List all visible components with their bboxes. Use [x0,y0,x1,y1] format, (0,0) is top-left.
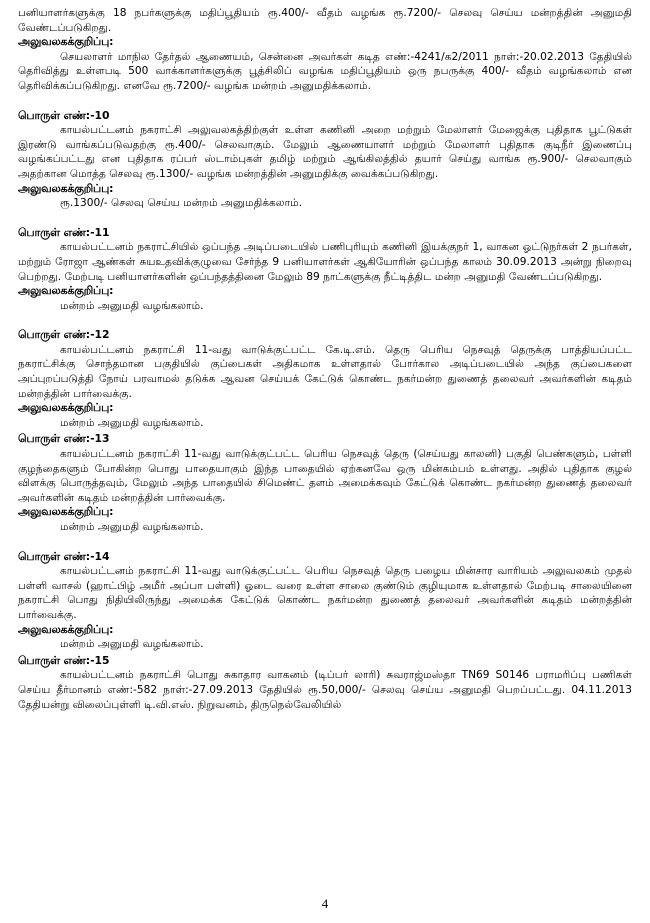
office-note-heading: அலுவலகக்குறிப்பு: [18,622,114,636]
office-note-text: மன்றம் அனுமதி வழங்கலாம். [60,638,204,651]
subject-14-text: காயல்பட்டனம் நகராட்சி 11-வது வாடுக்குட்பட்ட பெரிய நெசவுத் தெரு பழைய மின்சார வாரியம் அலுவலகம் முதல் பள்ளி வாசல் (ஹாட்பிழ் அமீர் அப்பா பள்ளி) ஓடை வரை உள்ள சாலை குண்டும் குழியுமாக உள்ளதால் மேற்படி சாலையினை நகராட்சி பொது நிதியிலிருந்து அமைக்க கேட்டுக் கொண்ட நகர்மன்ற துணைத் தலைவர் அவர்களின் கடிதம் மன்றத்தின் பார்வைக்கு. [18,565,632,621]
subject-11-text: காயல்பட்டனம் நகராட்சியில் ஒப்பந்த அடிப்படையில் பணிபுரியும் கணினி இயக்குநர் 1, வாகன ஓட்டுநர்கள் 2 நபர்கள், மற்றும் ரோஜா ஆண்கள் சுயஉதவிக்குழுவை சேர்ந்த 9 பனியாளர்கள் ஆகியோரின் ஒப்பந்த காலம் 30.09.2013 அன்று நிறைவு பெற்றது. மேற்படி பனியாளர்களின் ஒப்பந்தத்தினை மேலும் 89 நாட்களுக்கு நீட்டித்திட மன்ற அனுமதி வேண்டப்படுகிறது. [18,241,632,283]
subject-13-text: காயல்பட்டனம் நகராட்சி 11-வது வாடுக்குட்பட்ட பெரிய நெசவுத் தெரு (செய்யது காலனி) பகுதி பெண்களும், பள்ளி குழந்தைகளும் போகின்ற பொது பாதையாகும் இந்த பாதையில் ஏற்கனவே ஒரு மின்கம்பம் உள்ளது. அதில் புதிதாக குழல் விளக்கு பொருத்தவும், மேலும் அந்த பாதையில் சிமெண்ட் தளம் அமைக்கவும் கேட்டுக் கொண்ட நகர்மன்ற துணைத் தலைவர் அவர்களின் கடிதம் மன்றத்தின் பார்வைக்கு. [18,448,632,504]
subject-heading-15: பொருள் எண்:-15 [18,653,110,667]
subject-15-text: காயல்பட்டனம் நகராட்சி பொது சுகாதார வாகனம் (டிப்பர் லாரி) சுவராஜ்மஸ்தா TN69 S0146 பராமரிப்பு பணிகள் செய்ய தீர்மானம் எண்:-582 நாள்:-27.09.2013 தேதியில் ரூ.50,000/- செலவு செய்ய அனுமதி பெறப்பட்டது. 04.11.2013 தேதியன்று விலைப்புள்ளி டி.வி.எஸ். நிறுவனம், திருநெல்வேலியில் [18,669,632,711]
office-note-text: செயலாளர் மாநில தேர்தல் ஆணையம், சென்னை அவர்கள் கடித எண்:-4241/க2/2011 நாள்:-20.02.2013 தேதியில் தெரிவித்து உள்ளபடி 500 வாக்காளர்களுக்கு பூத்சிலிப் வழங்க மதிப்பூதியம் ஒரு நபருக்கு 400/- வீதம் வழங்கலாம் என தெரிவிக்கப்படுகிறது. எனவே ரூ.7200/- வழங்க மன்றம் அனுமதிக்கலாம். [18,50,632,92]
subject-12-text: காயல்பட்டனம் நகராட்சி 11-வது வாடுக்குட்பட்ட கே.டி.எம். தெரு பெரிய நெசவுத் தெருக்கு பாத்தியப்பட்ட நகராட்சிக்கு சொந்தமான பகுதியில் குப்பைகள் அதிகமாக உள்ளதால் போர்கால அடிப்படையில் அந்த குப்பைகளை அப்புறப்படுத்தி நோய் பரவாமல் தடுக்க ஆவன செய்யக் கேட்டுக் கொண்ட நகர்மன்ற துணைத் தலைவர் அவர்களின் கடிதம் மன்றத்தின் பார்வைக்கு. [18,343,632,400]
subject-heading-10: பொருள் எண்:-10 [18,108,110,122]
office-note-text: மன்றம் அனுமதி வழங்கலாம். [60,416,204,429]
paragraph-continuation: பனியாளர்களுக்கு 18 நபர்களுக்கு மதிப்பூதியம் ரூ.400/- வீதம் வழங்க ரூ.7200/- செலவு செய்ய மன்றத்தின் அனுமதி வேண்டப்படுகிறது. [18,7,632,34]
office-note-heading: அலுவலகக்குறிப்பு: [18,505,114,519]
subject-10-text: காயல்பட்டனம் நகராட்சி அலுவலகத்திற்குள் உள்ள கணினி அறை மற்றும் மேலாளர் மேஜைக்கு புதிதாக பூட்டுகள் இரண்டு வாங்கப்படுவதற்கு ரூ.400/- செலவாகும். மேலும் ஆணையாளர் மற்றும் மேலாளர் புதிதாக குடிநீர் இணைப்பு வழங்கப்பட்டது என புதிதாக ரப்பர் ஸ்டாம்புகள் தமிழ் மற்றும் ஆங்கிலத்தில் தயார் செய்து வாங்க ரூ.900/- செலவாகும் அதற்கான மொத்த செலவு ரூ.1300/- வழங்க மன்றத்தின் அனுமதிக்கு வைக்கப்படுகிறது. [18,124,632,180]
office-note-text: மன்றம் அனுமதி வழங்கலாம். [60,299,204,312]
office-note-heading: அலுவலகக்குறிப்பு: [18,181,114,195]
subject-heading-14: பொருள் எண்:-14 [18,549,110,563]
subject-heading-11: பொருள் எண்:-11 [18,225,110,239]
subject-heading-13: பொருள் எண்:-13 [18,432,110,446]
document-page [18,6,632,712]
office-note-text: ரூ.1300/- செலவு செய்ய மன்றம் அனுமதிக்கலாம். [60,197,303,210]
page-number: 4 [321,896,329,911]
office-note-heading: அலுவலகக்குறிப்பு: [18,284,114,298]
office-note-heading: அலுவலகக்குறிப்பு: [18,401,114,415]
subject-heading-12: பொருள் எண்:-12 [18,328,110,342]
office-note-text: மன்றம் அனுமதி வழங்கலாம். [60,521,204,533]
office-note-heading: அலுவலகக்குறிப்பு: [18,35,114,49]
